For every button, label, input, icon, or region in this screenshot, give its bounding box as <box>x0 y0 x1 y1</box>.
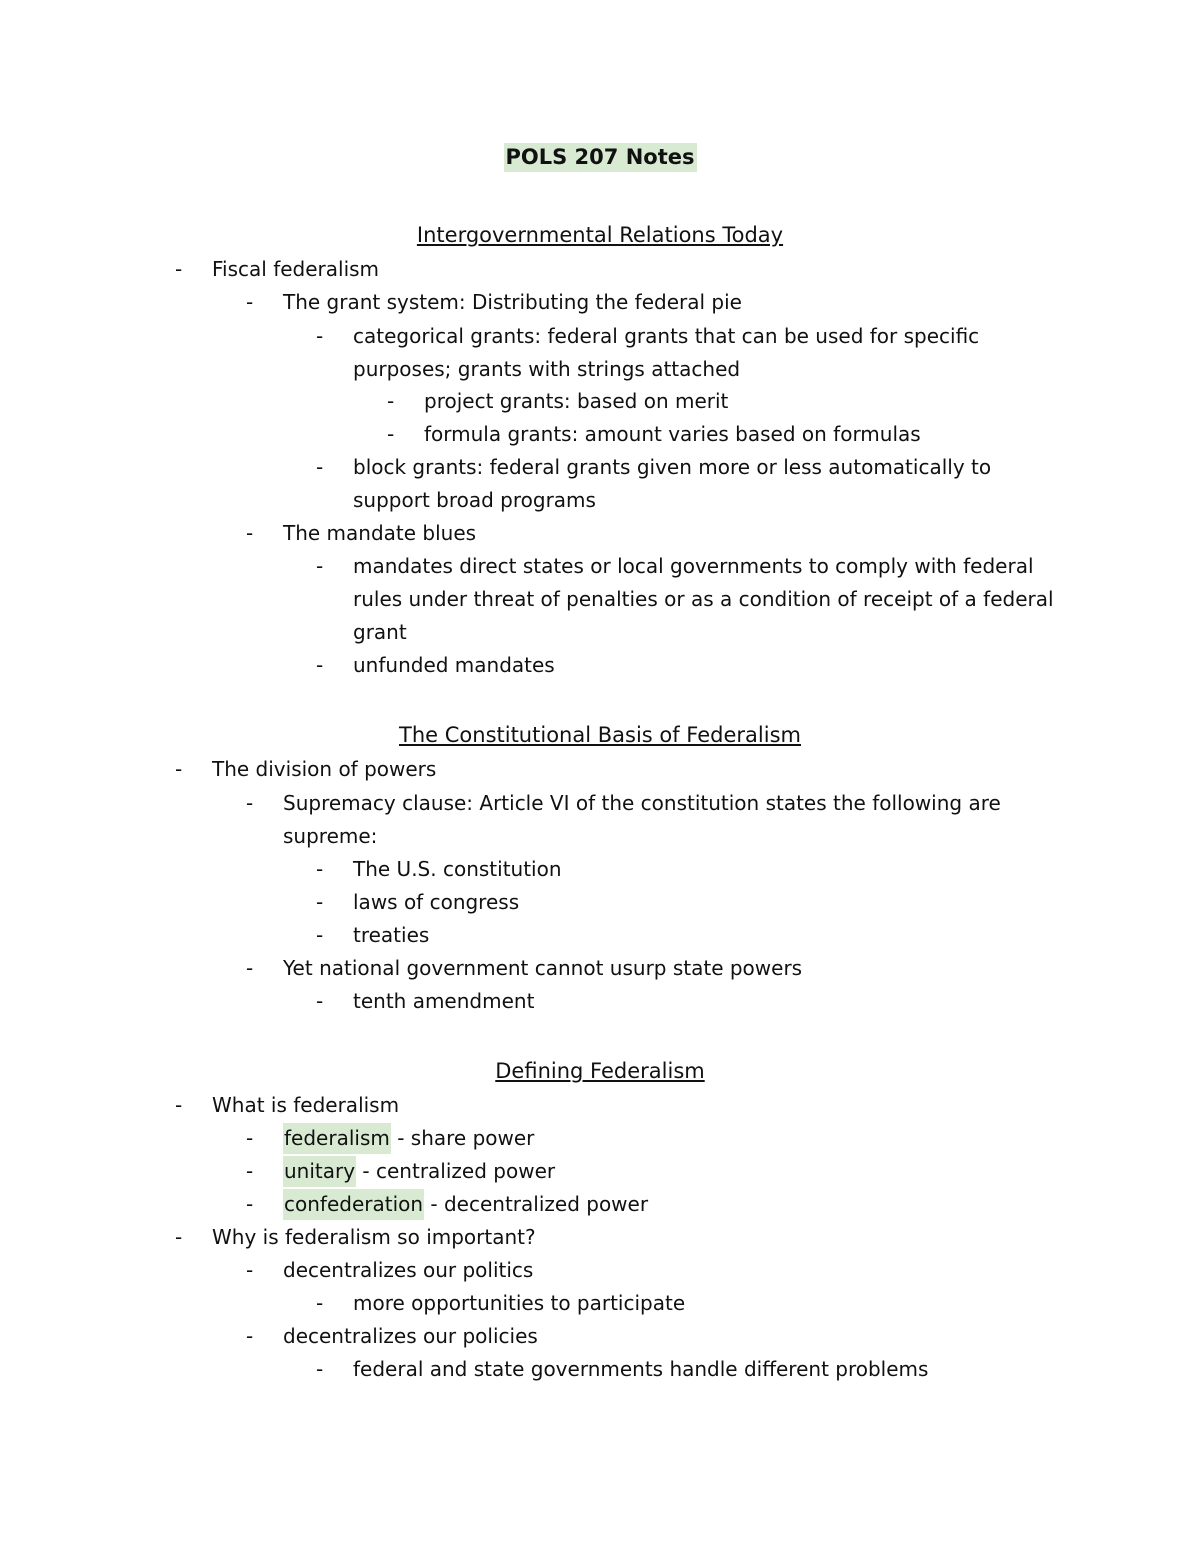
list-item: Fiscal federalism <box>212 257 380 281</box>
list-item: treaties <box>353 923 430 947</box>
bullet-dash: - <box>316 324 324 348</box>
list-item-continuation: grant <box>353 620 407 644</box>
list-item: Supremacy clause: Article VI of the constitution states the following are <box>283 791 1001 815</box>
bullet-dash: - <box>387 389 395 413</box>
list-item <box>283 1122 534 1154</box>
bullet-dash: - <box>316 1291 324 1315</box>
highlighted-term: confederation <box>283 1189 424 1220</box>
list-item: What is federalism <box>212 1093 400 1117</box>
bullet-dash: - <box>246 956 254 980</box>
list-item: decentralizes our politics <box>283 1258 534 1282</box>
list-item: laws of congress <box>353 890 520 914</box>
bullet-dash: - <box>246 791 254 815</box>
term-definition: - decentralized power <box>424 1192 649 1216</box>
bullet-dash: - <box>316 857 324 881</box>
bullet-dash: - <box>246 1192 254 1216</box>
term-definition: - share power <box>390 1126 535 1150</box>
list-item-continuation: rules under threat of penalties or as a condition of receipt of a federal <box>353 587 1054 611</box>
bullet-dash: - <box>387 422 395 446</box>
section-heading-defining-federalism: Defining Federalism <box>495 1059 705 1083</box>
bullet-dash: - <box>246 1324 254 1348</box>
bullet-dash: - <box>246 521 254 545</box>
list-item: unfunded mandates <box>353 653 555 677</box>
list-item: federal and state governments handle different problems <box>353 1357 929 1381</box>
list-item <box>283 1188 648 1220</box>
section-heading-constitutional-basis: The Constitutional Basis of Federalism <box>399 723 801 747</box>
list-item-continuation: support broad programs <box>353 488 596 512</box>
list-item: block grants: federal grants given more or less automatically to <box>353 455 992 479</box>
bullet-dash: - <box>246 1258 254 1282</box>
list-item-continuation: purposes; grants with strings attached <box>353 357 741 381</box>
bullet-dash: - <box>246 290 254 314</box>
bullet-dash: - <box>175 1225 183 1249</box>
list-item: Yet national government cannot usurp state powers <box>283 956 803 980</box>
list-item: The U.S. constitution <box>353 857 562 881</box>
bullet-dash: - <box>175 257 183 281</box>
bullet-dash: - <box>246 1126 254 1150</box>
list-item: more opportunities to participate <box>353 1291 686 1315</box>
section-heading-intergovernmental: Intergovernmental Relations Today <box>416 223 784 247</box>
highlighted-term: federalism <box>283 1123 391 1154</box>
term-definition: - centralized power <box>356 1159 556 1183</box>
list-item: project grants: based on merit <box>424 389 729 413</box>
list-item: decentralizes our policies <box>283 1324 538 1348</box>
bullet-dash: - <box>246 1159 254 1183</box>
list-item: The mandate blues <box>283 521 477 545</box>
bullet-dash: - <box>316 653 324 677</box>
bullet-dash: - <box>316 554 324 578</box>
bullet-dash: - <box>316 923 324 947</box>
bullet-dash: - <box>316 890 324 914</box>
bullet-dash: - <box>316 989 324 1013</box>
list-item: Why is federalism so important? <box>212 1225 536 1249</box>
bullet-dash: - <box>316 455 324 479</box>
list-item: categorical grants: federal grants that can be used for specific <box>353 324 980 348</box>
list-item: formula grants: amount varies based on formulas <box>424 422 921 446</box>
document-title: POLS 207 Notes <box>0 141 1200 173</box>
list-item: mandates direct states or local governments to comply with federal <box>353 554 1034 578</box>
bullet-dash: - <box>175 1093 183 1117</box>
highlighted-term: unitary <box>283 1156 356 1187</box>
list-item: The division of powers <box>212 757 437 781</box>
list-item-continuation: supreme: <box>283 824 378 848</box>
bullet-dash: - <box>316 1357 324 1381</box>
list-item <box>283 1155 555 1187</box>
list-item: The grant system: Distributing the federal pie <box>283 290 742 314</box>
list-item: tenth amendment <box>353 989 535 1013</box>
bullet-dash: - <box>175 757 183 781</box>
